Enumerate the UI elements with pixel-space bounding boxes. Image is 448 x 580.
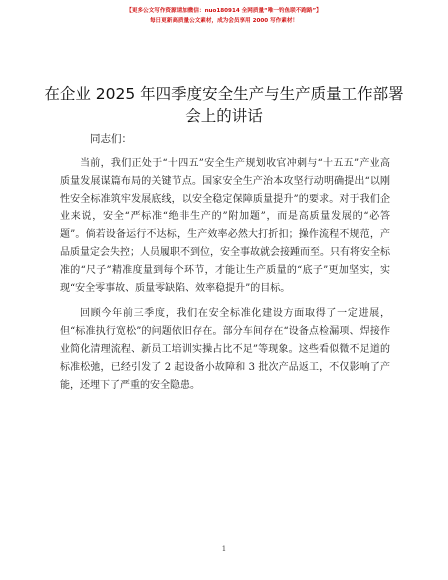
banner-line-1: 【更多公文写作资源请加微信：nuo180914 全网质量“唯一钓鱼联不跑路”】 [126, 8, 322, 14]
paragraph: 回顾今年前三季度，我们在安全标准化建设方面取得了一定进展，但“标准执行宽松”的问题依旧存在。部分车间存在“设备点检漏项、焊接作业简化清理流程、新员工培训实操占比不足”等现象。这些看似微不足道的标准松弛，已经引发了 2 起设备小故障和 3 批次产品返工，不仅影响了产能，还埋下了严重的安全隐患。 [60, 308, 390, 391]
page-number: 1 [221, 545, 227, 553]
document-title: 在企业 2025 年四季度安全生产与生产质量工作部署会上的讲话 [44, 85, 404, 125]
paragraph: 当前，我们正处于“十四五”安全生产规划收官冲刺与“十五五”产业高质量发展谋篇布局的关键节点。国家安全生产治本攻坚行动明确提出“以刚性安全标准筑牢发展底线，以安全稳定保障质量提升”的要求。对于我们企业来说，安全“严标准“绝非生产的”附加题”，而是高质量发展的“必答题”。倘若设备运行不达标，生产效率必然大打折扣；操作流程不规范，产品质量定会失控；人员履职不到位，安全事故就会接踵而至。只有将安全标准的“尺子”精准度量到每个环节，才能让生产质量的“底子”更加坚实，实现“安全零事故、质量零缺陷、效率稳提升”的目标。 [60, 158, 390, 294]
banner-line-2: 每日更新高质量公文素材，成为会员享用 2000 写作素材！ [149, 18, 299, 24]
header-banner [0, 6, 448, 26]
greeting: 同志们： [90, 133, 132, 145]
document-body [60, 155, 390, 394]
